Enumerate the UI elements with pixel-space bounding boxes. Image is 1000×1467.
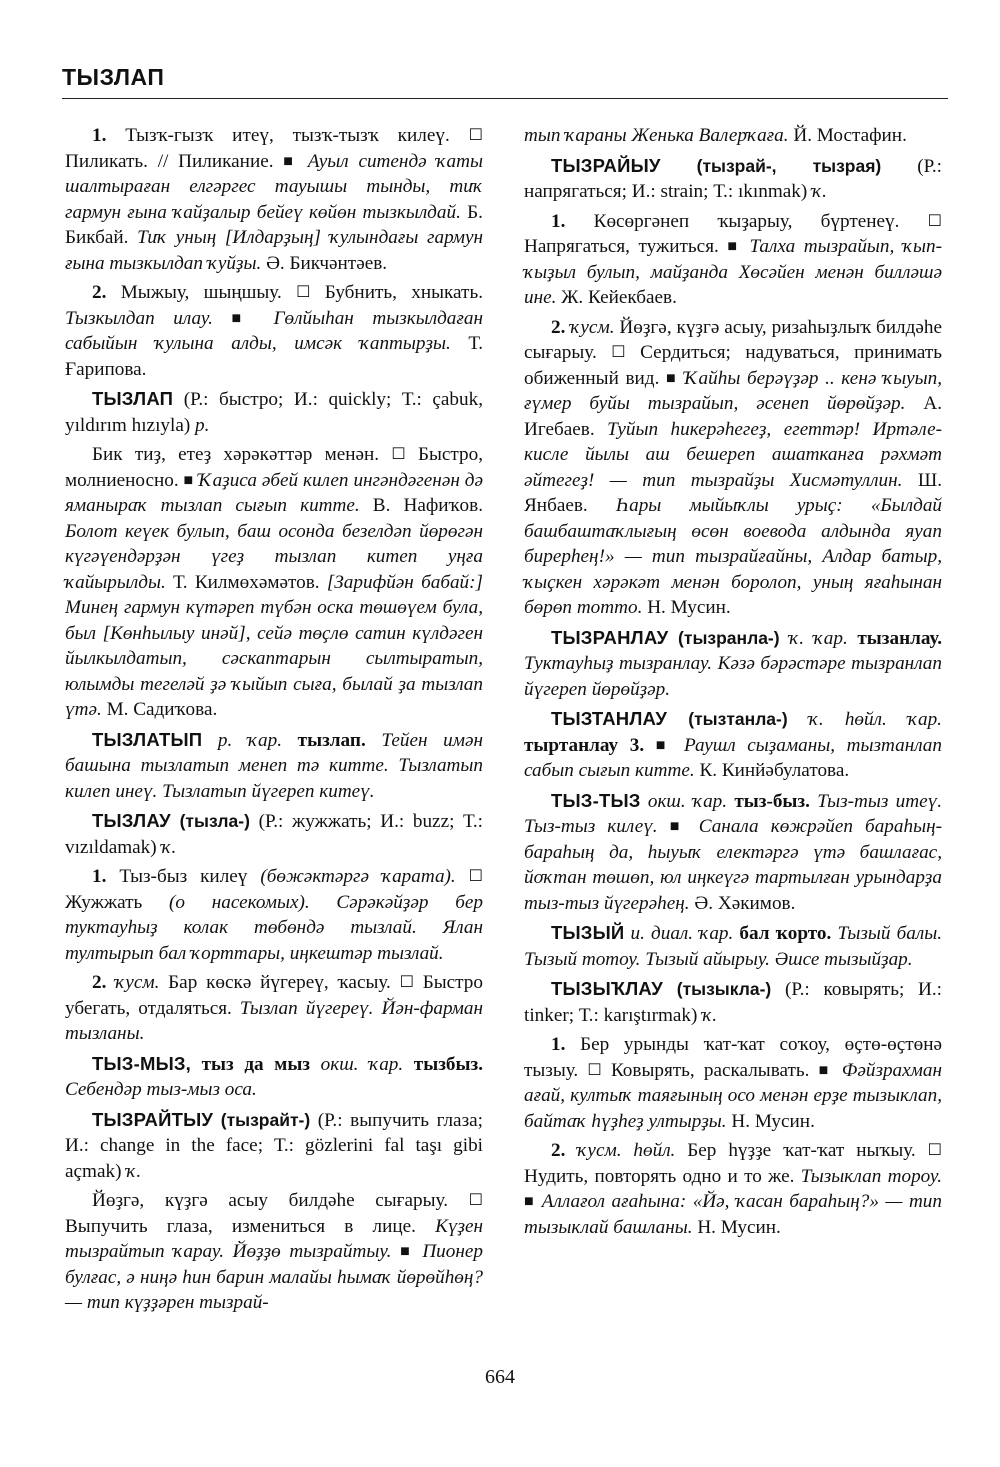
author: Й. Мостафин.	[788, 125, 907, 146]
russian-marker-icon: ☐	[468, 868, 483, 885]
definition: Йөҙгә, күҙгә асыу, ризаһыҙлыҡ билдәһе сығарыу.	[524, 316, 942, 363]
headword: ТЫЗЛАУ	[92, 810, 171, 831]
entry-header	[524, 153, 942, 205]
header-rule	[62, 98, 948, 99]
headword: ТЫЗЫҠЛАУ	[551, 978, 663, 999]
entry-sense	[524, 1138, 942, 1240]
russian-marker-icon: ☐	[296, 284, 311, 301]
headword-variant: тыз да мыз	[191, 1053, 311, 1075]
example: Себендәр тыз-мыз оса.	[65, 1079, 257, 1100]
example: Һары мыйыҡлы урыҫ: «Былдай башбаштаҡлығың өсөн воевода алдында яуап бирерһең!» — тип тызрайғайны, Алдар батыр, ҡыҫкен хәрәкәт менән боролоп, уның яғаһынан бөрөп тотто.	[524, 495, 943, 618]
cross-reference: бал ҡорто.	[739, 923, 832, 944]
example: Фәйзрахман ағай, култыҡ таяғының осо менән ерҙе тызыклап, байтаҡ һүҙһеҙ ултырҙы.	[524, 1059, 942, 1132]
example-marker-icon: ■	[524, 1193, 536, 1210]
author: Ж. Кейекбаев.	[556, 287, 677, 308]
headword-stem: (тызрай-, тызрая)	[660, 155, 882, 176]
entry-sense	[65, 123, 483, 276]
translations: (Р.: жужжать; И.: buzz; Т.: vızıldamak)	[65, 811, 483, 858]
cross-reference: тызанлау.	[857, 627, 942, 649]
author: Ш. Янбаев.	[524, 469, 942, 516]
cross-reference: тыртанлау 3.	[524, 734, 645, 756]
part-of-speech: ҡ. ҡар.	[779, 627, 858, 649]
russian-translation: Быстро, молниеносно.	[65, 444, 483, 491]
example: Туйып һикерәһегеҙ, егеттәр! Иртәле-кисле йылы аш бешереп ашатканға рәхмәт әйтегеҙ! — тип тызрайҙы Хисмәтуллин.	[524, 418, 942, 491]
example: Пионер булғас, ә ниңә һин барин малайы һымаҡ йөрөйһөң? — тип күҙҙәрен тызрай-	[65, 1241, 483, 1313]
translations: (Р.: выпучить глаза; И.: change in the face; Т.: gözlerini fal taşı gibi açmak)	[65, 1109, 483, 1182]
russian-translation: Выпучить глаза, измениться в лице.	[65, 1215, 436, 1237]
part-of-speech: ҡ.	[812, 181, 827, 202]
part-of-speech: ҡ.	[126, 1160, 142, 1182]
example: Тыз-тыз итеү. Тыз-тыз килеү.	[524, 790, 942, 837]
entry-sense	[65, 442, 483, 723]
headword-stem: (тызрайт-)	[213, 1109, 311, 1130]
headword-stem: (тызла-)	[170, 811, 250, 831]
russian-translation: Ковырять, раскалывать.	[601, 1059, 819, 1081]
headword-stem: (тызранла-)	[668, 627, 780, 648]
part-of-speech: ҡ.	[702, 1004, 718, 1026]
example: Тейен имән башына тызлатып менеп тә китте. Тызлатып килеп инеү. Тызлатып йүгереп китеү.	[65, 729, 484, 802]
example: Гөлйыһан тызкылдаған сабыйын ҡулына алды, имсәк ҡаптырҙы.	[65, 307, 483, 354]
example: Тызкылдап илау.	[65, 307, 213, 329]
example-marker-icon: ■	[655, 736, 673, 754]
left-column	[65, 123, 483, 1320]
entry-sense	[524, 1032, 942, 1134]
entry-header	[65, 386, 483, 438]
entry-sense	[524, 315, 942, 621]
author: Ә. Бикчәнтәев.	[261, 252, 388, 274]
part-of-speech: окш. ҡар.	[310, 1053, 414, 1075]
headword: ТЫЗРАЙТЫУ	[92, 1108, 214, 1130]
definition: Көсөргәнеп ҡыҙарыу, бүртенеү.	[565, 210, 928, 232]
right-column	[524, 123, 942, 1244]
example: [Зарифйән бабай:] Минең гармун күтәреп түбән оска төшөүем була, был [Көнһылыу инәй], сейә төҫлө сатин күлдәген йылкылдатып, сәскаптарын сылтыратып, юлымды тегеләй ҙә ҡыйып сыға, былай ҙа тызлап үтә.	[65, 571, 484, 720]
part-of-speech: и. диал. ҡар.	[624, 923, 740, 944]
definition: Тызҡ-гызҡ итеү, тызҡ-тызҡ килеү.	[106, 125, 469, 146]
example: Аллағол ағаһына: «Йә, ҡасан бараһың?» — тип тызыклай башланы.	[524, 1191, 942, 1238]
headword: ТЫЗРАНЛАУ	[551, 626, 669, 648]
author: Н. Мусин.	[692, 1216, 781, 1238]
definition: Бер урынды ҡат-ҡат соҡоу, өҫтө-өҫтөнә тызыу.	[524, 1034, 942, 1081]
entry-sense	[65, 864, 483, 966]
headword-stem: (тызыкла-)	[662, 979, 772, 999]
example-marker-icon: ■	[666, 369, 678, 387]
usage-label: ҡусм.	[565, 316, 615, 338]
russian-marker-icon: ☐	[927, 1142, 942, 1159]
entry-sense	[524, 209, 942, 311]
example: Тызыклап тороу.	[800, 1165, 942, 1187]
page-number: 664	[485, 1366, 515, 1388]
example: Ауыл ситендә ҡаты шалтыраған елгәргес тауышы тынды, тиҡ гармун ғына ҡайҙалыр бейеү көйөн тызкылдай.	[65, 150, 483, 223]
usage-note: (о насекомых).	[169, 891, 310, 913]
part-of-speech: р. ҡар.	[202, 729, 298, 751]
translations: (Р.: быстро; И.: quickly; Т.: çabuk, yıldırım hızıyla)	[65, 389, 483, 436]
example-marker-icon: ■	[283, 152, 298, 170]
sense-number: 2.	[551, 1140, 566, 1161]
usage-label: ҡусм.	[106, 972, 160, 993]
example-marker-icon: ■	[183, 471, 194, 489]
sense-number: 2.	[92, 282, 107, 303]
entry	[524, 788, 942, 917]
example: Ҡайһы берәүҙәр .. кенә ҡыуып, ғүмер буйы тызрайып, әсенеп йөрөйҙәр.	[524, 367, 943, 414]
part-of-speech: окш. ҡар.	[640, 790, 735, 812]
headword: ТЫЗЫЙ	[551, 922, 625, 943]
entry	[524, 625, 942, 703]
example-marker-icon: ■	[727, 238, 741, 255]
entry	[524, 920, 942, 972]
usage-note: (бөжәктәргә ҡарата).	[260, 866, 456, 887]
author: Б. Бикбай.	[65, 201, 483, 248]
entry-header	[65, 808, 483, 860]
example: Сәрәкәйҙәр бер туктауһыҙ колак төбөндә тызлай. Ялан тултырып бал ҡорттары, иңкештәр тызлай.	[65, 891, 483, 964]
russian-marker-icon: ☐	[468, 1192, 483, 1209]
russian-translation: Жужжать	[65, 891, 169, 913]
headword: ТЫЗ-ТЫЗ	[551, 789, 641, 811]
sense-number: 1.	[92, 866, 107, 887]
translations: (Р.: напрягаться; И.: strain; Т.: ıkınmak)	[524, 155, 943, 202]
entry-sense	[65, 1188, 483, 1316]
sense-number: 1.	[551, 1034, 566, 1055]
example-marker-icon: ■	[669, 818, 687, 835]
headword: ТЫЗЛАП	[92, 388, 174, 409]
russian-translation: Пиликать. // Пиликание.	[65, 150, 284, 172]
part-of-speech: р.	[195, 414, 210, 436]
example-marker-icon: ■	[818, 1061, 833, 1079]
part-of-speech: ҡ.	[161, 836, 177, 858]
russian-translation: Нудить, повторять одно и то же.	[524, 1165, 801, 1187]
cross-reference: тызбыз.	[413, 1053, 483, 1075]
definition: Бар көскә йүгереү, ҡасыу.	[159, 972, 400, 993]
author: К. Кинйәбулатова.	[694, 760, 850, 781]
sense-number: 1.	[551, 210, 566, 232]
definition: Бик тиҙ, етеҙ хәрәкәттәр менән.	[92, 444, 392, 465]
running-head: ТЫЗЛАП	[62, 64, 165, 90]
entry	[524, 706, 942, 784]
example: Раушл сыҙаманы, тызтанлап сабып сығып китте.	[524, 734, 942, 781]
headword: ТЫЗТАНЛАУ	[551, 708, 668, 729]
entry-header	[65, 1107, 483, 1185]
definition: Мыжыу, шыңшыу.	[106, 282, 297, 303]
author: М. Садиҡова.	[101, 699, 218, 720]
example: Болот кеүек булып, баш осонда безелдәп йөрөгән күгәүендәрҙән үгеҙ тызлап китеп уңға ҡайырылды.	[65, 520, 483, 593]
russian-marker-icon: ☐	[391, 446, 406, 463]
example: Ҡаҙиса әбей килеп ингәндәгенән дә яманыраҡ тызлап сығып китте.	[65, 469, 483, 516]
author: В. Нафиҡов.	[359, 495, 483, 516]
example: тып ҡараны Женька Валерҡаға.	[524, 125, 789, 146]
example: Санала көжрәйеп бараһың-бараһың да, һыуыҡ електәргә үтә башлағас, йоҡтан төшөп, юл иңкеүгә тартылған урындарҙа тыз-тыз йүгерәһең.	[524, 816, 942, 914]
example: Талха тызрайып, ҡып-ҡыҙыл булып, майҙанда Хөсәйен менән билләшә ине.	[524, 236, 942, 308]
author: Т. Килмөхәмәтов.	[165, 571, 327, 593]
russian-translation: Быстро убегать, отдаляться.	[65, 972, 483, 1019]
sense-number: 2.	[551, 316, 566, 338]
part-of-speech: ҡ. һөйл. ҡар.	[787, 709, 942, 730]
russian-translation: Бубнить, хныкать.	[310, 282, 483, 303]
russian-marker-icon: ☐	[468, 127, 483, 144]
definition: Бер һүҙҙе ҡат-ҡат ныҡыу.	[675, 1140, 928, 1161]
example: Туктауһыҙ тызранлау. Кәзә бәрәстәре тызранлап йүгереп йөрөйҙәр.	[524, 653, 942, 700]
author: А. Игебаев.	[524, 393, 942, 440]
russian-translation: Сердиться; надуваться, принимать обиженный вид.	[524, 342, 942, 389]
entry-sense	[65, 280, 483, 382]
entry-header	[524, 976, 942, 1028]
russian-marker-icon: ☐	[927, 212, 942, 230]
example-marker-icon: ■	[231, 309, 256, 327]
entry	[65, 727, 483, 805]
author: Ә. Хәкимов.	[689, 892, 796, 914]
example: Күҙен тызрайтып ҡарау. Йөҙҙө тызрайтыу.	[65, 1215, 483, 1262]
headword: ТЫЗ-МЫЗ,	[92, 1052, 192, 1074]
russian-marker-icon: ☐	[587, 1061, 602, 1079]
entry	[65, 1051, 483, 1103]
sense-number: 1.	[92, 125, 107, 146]
russian-marker-icon: ☐	[399, 974, 414, 991]
headword: ТЫЗРАЙЫУ	[551, 154, 661, 176]
entry-continuation	[524, 123, 942, 149]
author: Т. Ғарипова.	[65, 333, 483, 380]
example: Тиҡ уның [Илдарҙың] ҡулындағы гармун ғына тызкылдап ҡуйҙы.	[65, 227, 483, 274]
entry-sense	[65, 970, 483, 1047]
cross-reference: тыз-быз.	[734, 790, 810, 812]
example: Тызый балы. Тызый тотоу. Тызый айырыу. Әшсе тызыйҙар.	[524, 923, 942, 970]
cross-reference: тызлап.	[297, 729, 366, 751]
author: Н. Мусин.	[726, 1110, 815, 1132]
definition: Йөҙгә, күҙгә асыу билдәһе сығарыу.	[92, 1190, 469, 1211]
headword: ТЫЗЛАТЫП	[92, 728, 203, 750]
author: Н. Мусин.	[642, 597, 731, 618]
translations: (Р.: ковырять; И.: tinker; Т.: karıştırmak)	[524, 979, 943, 1026]
sense-number: 2.	[92, 972, 107, 993]
headword-stem: (тызтанла-)	[667, 709, 788, 729]
russian-translation: Напрягаться, тужиться.	[524, 236, 728, 257]
definition: Тыз-быз килеү	[106, 866, 261, 887]
russian-marker-icon: ☐	[611, 344, 626, 361]
example: Тызлап йүгереү. Йән-фарман тызланы.	[65, 997, 483, 1044]
example-marker-icon: ■	[400, 1243, 414, 1260]
usage-label: ҡусм. һөйл.	[565, 1140, 676, 1161]
